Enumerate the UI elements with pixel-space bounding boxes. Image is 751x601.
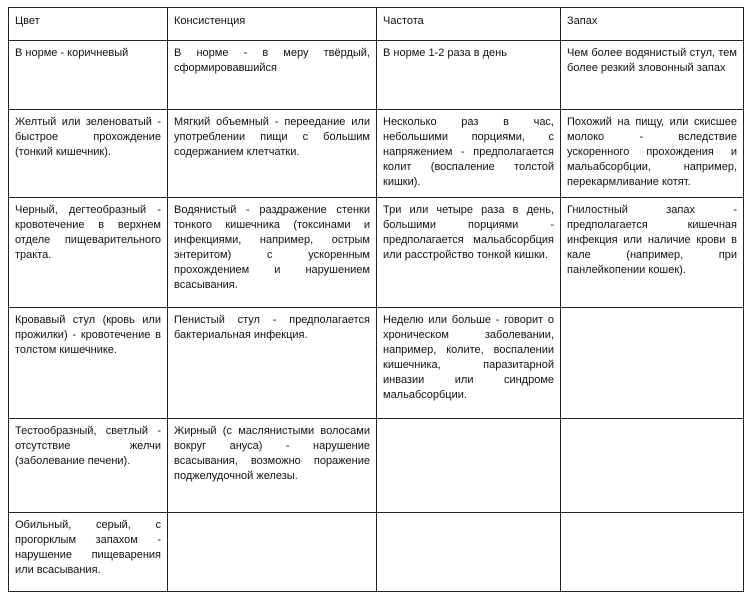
cell-frequency: Неделю или больше - говорит о хроническом заболевании, например, колите, воспалении кишечника, паразитарной инвазии или синдроме мальабсорбции. [377,308,561,419]
header-consistency: Консистенция [168,8,377,41]
table-row [9,308,744,419]
header-color: Цвет [9,8,168,41]
cell-frequency [377,419,561,513]
table-row [9,419,744,513]
cell-color: Черный, дегтеобразный - кровотечение в верхнем отделе пищеварительного тракта. [9,198,168,308]
cell-smell: Гнилостный запах - предполагается кишечная инфекция или наличие крови в кале (например, при панлейкопении кошек). [561,198,744,308]
cell-consistency: Жирный (с маслянистыми волосами вокруг ануса) - нарушение всасывания, возможно поражение поджелудочной железы. [168,419,377,513]
header-frequency: Частота [377,8,561,41]
stool-characteristics-table [8,7,744,592]
table-row [9,198,744,308]
cell-consistency: Мягкий объемный - переедание или употреблении пищи с большим содержанием клетчатки. [168,110,377,198]
cell-smell [561,308,744,419]
cell-color: Желтый или зеленоватый - быстрое прохождение (тонкий кишечник). [9,110,168,198]
cell-consistency: В норме - в меру твёрдый, сформировавшийся [168,41,377,110]
cell-frequency: В норме 1-2 раза в день [377,41,561,110]
cell-color: Тестообразный, светлый - отсутствие желчи (заболевание печени). [9,419,168,513]
cell-smell [561,419,744,513]
cell-consistency: Водянистый - раздражение стенки тонкого кишечника (токсинами и инфекциями, например, острым энтеритом) с ускоренным прохождением и нарушением всасывания. [168,198,377,308]
cell-consistency: Пенистый стул - предполагается бактериальная инфекция. [168,308,377,419]
cell-color: В норме - коричневый [9,41,168,110]
cell-consistency [168,513,377,592]
cell-frequency: Три или четыре раза в день, большими порциями - предполагается мальабсорбция или расстройство тонкой кишки. [377,198,561,308]
cell-color: Кровавый стул (кровь или прожилки) - кровотечение в толстом кишечнике. [9,308,168,419]
table-row [9,513,744,592]
cell-frequency [377,513,561,592]
cell-frequency: Несколько раз в час, небольшими порциями, с напряжением - предполагается колит (воспаление толстой кишки). [377,110,561,198]
header-smell: Запах [561,8,744,41]
cell-smell [561,513,744,592]
table-header-row [9,8,744,41]
table-row [9,41,744,110]
cell-smell: Похожий на пищу, или скисшее молоко - вследствие ускоренного прохождения и мальабсорбции, например, перекармливание котят. [561,110,744,198]
cell-color: Обильный, серый, с прогорклым запахом - нарушение пищеварения или всасывания. [9,513,168,592]
cell-smell: Чем более водянистый стул, тем более резкий зловонный запах [561,41,744,110]
table-row [9,110,744,198]
